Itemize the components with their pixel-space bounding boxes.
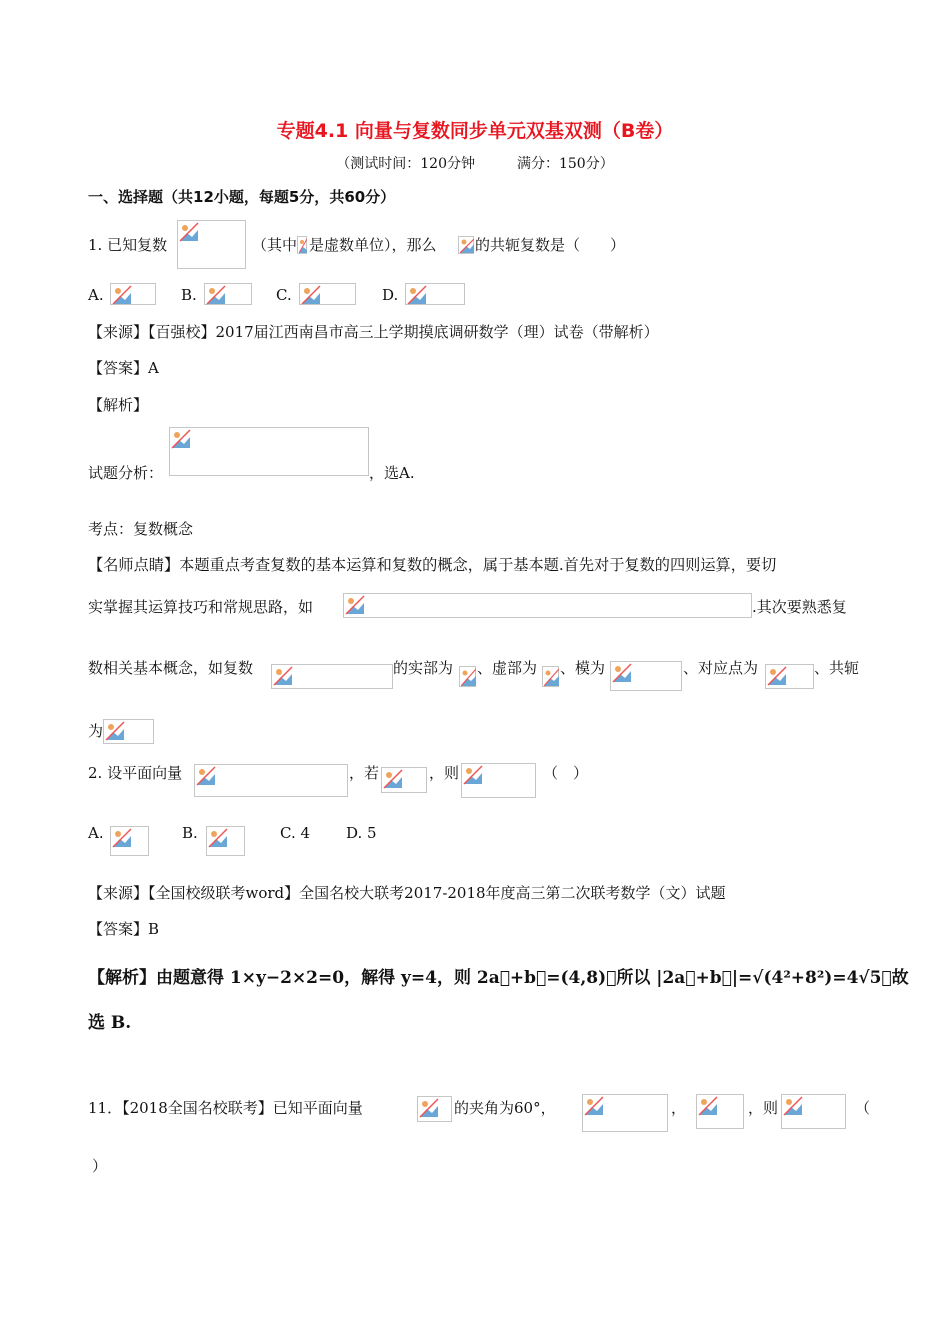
- broken-image-icon: [781, 1094, 846, 1129]
- broken-image-icon: [610, 661, 682, 691]
- q2-analysis-line2: 选 B.: [88, 1013, 132, 1033]
- q11-text-3: ，: [671, 1099, 687, 1117]
- q1-option-b-label: B.: [181, 286, 197, 304]
- broken-image-icon: [177, 220, 246, 269]
- broken-image-icon: [417, 1096, 452, 1122]
- section-heading: 一、选择题（共12小题，每题5分，共60分）: [88, 188, 396, 206]
- q1-point: 考点：复数概念: [88, 520, 194, 538]
- q1-option-a-label: A.: [88, 286, 104, 304]
- broken-image-icon: [405, 283, 465, 305]
- q2-option-b-label: B.: [182, 824, 198, 842]
- broken-image-icon: [461, 763, 536, 798]
- broken-image-icon: [110, 826, 149, 856]
- q2-analysis-line1: 【解析】由题意得 1×y−2×2=0，解得 y=4，则 2a⃗+b⃗=(4,8)，所以 |2a⃗+b⃗|=√(4²+8²)=4√5，故: [88, 968, 909, 988]
- broken-image-icon: [103, 719, 154, 744]
- q1-text-1: 1. 已知复数: [88, 236, 168, 254]
- q2-text-2: ，若: [349, 764, 380, 782]
- broken-image-icon: [343, 593, 752, 618]
- q1-tip-line4: 为: [88, 722, 104, 740]
- q1-tip-line2b: .其次要熟悉复: [752, 598, 847, 616]
- broken-image-icon: [271, 664, 393, 689]
- broken-image-icon: [765, 664, 814, 689]
- broken-image-icon: [381, 767, 427, 793]
- q2-option-a-label: A.: [88, 824, 104, 842]
- q1-tip-line3b: 的实部为: [393, 659, 454, 677]
- q2-text-4: （ ）: [543, 764, 589, 782]
- q2-text-3: ，则: [429, 764, 460, 782]
- q2-source: 【来源】【全国校级联考word】全国名校大联考2017-2018年度高三第二次联考数学（文）试题: [88, 884, 726, 902]
- q1-tip-line3e: 、对应点为: [683, 659, 759, 677]
- q1-text-2: （其中: [252, 236, 298, 254]
- broken-image-icon: [204, 283, 252, 305]
- broken-image-icon: [582, 1094, 668, 1132]
- broken-image-icon: [297, 236, 307, 254]
- q2-option-d: D. 5: [346, 824, 377, 842]
- q1-tip-line3a: 数相关基本概念，如复数: [88, 659, 254, 677]
- q1-tip-line3c: 、虚部为: [477, 659, 538, 677]
- q2-text-1: 2. 设平面向量: [88, 764, 183, 782]
- q1-text-4: 的共轭复数是（ ）: [475, 236, 626, 254]
- q1-tip-line1: 【名师点睛】本题重点考查复数的基本运算和复数的概念，属于基本题.首先对于复数的四则运算，要切: [88, 556, 777, 574]
- q2-option-c: C. 4: [280, 824, 311, 842]
- q1-source: 【来源】【百强校】2017届江西南昌市高三上学期摸底调研数学（理）试卷（带解析）: [88, 323, 659, 341]
- q1-detail-suffix: ，选A.: [369, 464, 415, 482]
- page-subtitle: （测试时间：120分钟 满分：150分）: [336, 156, 614, 172]
- broken-image-icon: [542, 666, 559, 687]
- q11-text-1: 11．【2018全国名校联考】已知平面向量: [88, 1099, 363, 1117]
- q11-text-2: 的夹角为60°，: [454, 1099, 556, 1117]
- q1-tip-line2a: 实掌握其运算技巧和常规思路，如: [88, 598, 314, 616]
- q1-tip-line3d: 、模为: [560, 659, 606, 677]
- broken-image-icon: [696, 1094, 744, 1129]
- q1-analysis-label: 【解析】: [88, 396, 149, 414]
- q1-answer: 【答案】A: [88, 359, 159, 377]
- broken-image-icon: [459, 666, 476, 687]
- q1-text-3: 是虚数单位），那么: [309, 236, 437, 254]
- broken-image-icon: [206, 826, 245, 856]
- q1-option-d-label: D.: [382, 286, 399, 304]
- q1-tip-line3f: 、共轭: [814, 659, 860, 677]
- broken-image-icon: [110, 283, 156, 305]
- page-title: 专题4.1 向量与复数同步单元双基双测（B卷）: [276, 120, 674, 142]
- broken-image-icon: [299, 283, 356, 305]
- q2-answer: 【答案】B: [88, 920, 160, 938]
- broken-image-icon: [169, 427, 369, 476]
- q11-text-5: （: [855, 1099, 871, 1117]
- q1-option-c-label: C.: [276, 286, 292, 304]
- broken-image-icon: [458, 236, 474, 254]
- q11-text-6: ）: [92, 1157, 108, 1175]
- broken-image-icon: [194, 764, 348, 797]
- q11-text-4: ，则: [748, 1099, 779, 1117]
- q1-detail-prefix: 试题分析：: [88, 464, 164, 482]
